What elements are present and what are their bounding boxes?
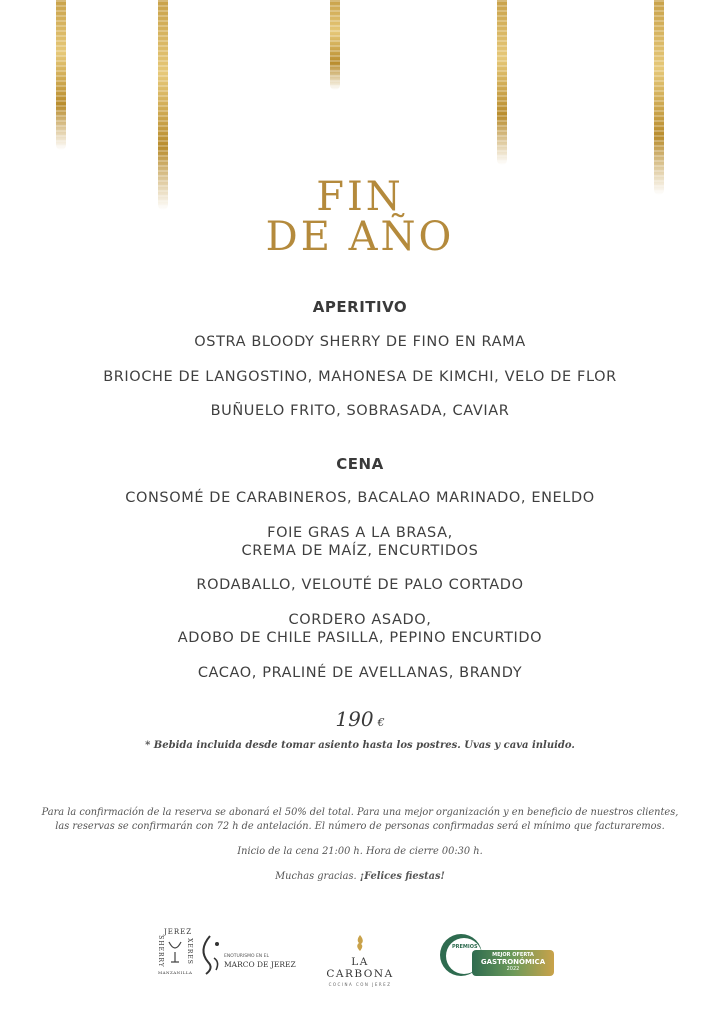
gold-streak-decoration [497,0,507,165]
dish-item-continued: CREMA DE MAÍZ, ENCURTIDOS [241,543,479,559]
thanks-prefix: Muchas gracias. [275,871,360,882]
thanks-greeting: ¡Felices fiestas! [359,871,445,882]
enoturismo-emblem-icon [196,932,224,976]
dish-item: CORDERO ASADO, [288,612,432,628]
sponsor-logos [0,928,720,988]
marco-de-jerez-logo: ENOTURISMO EN EL MARCO DE JEREZ [196,932,280,978]
award-banner: MEJOR OFERTA GASTRONÓMICA 2022 [472,950,554,976]
drink-note: * Bebida incluida desde tomar asiento hasta los postres. Uvas y cava inluido. [145,740,575,751]
dish-item: CONSOMÉ DE CARABINEROS, BACALAO MARINADO, ENELDO [125,490,595,506]
la-carbona-logo: LA CARBONA COCINA CON JEREZ [320,934,400,980]
menu-price [0,707,720,731]
reservation-conditions: Para la confirmación de la reserva se abonará el 50% del total. Para una mejor organización y en beneficio de nuestros clientes, las reservas se confirmarán con 72 h de antelación. El número de personas confirmadas será el mínimo que facturaremos. [41,807,679,832]
dish-item: BUÑUELO FRITO, SOBRASADA, CAVIAR [210,403,510,419]
section-heading-cena: CENA [336,455,384,473]
price-currency: € [377,716,385,729]
thanks-text [40,870,680,884]
menu-title-line2: DE AÑO [265,214,455,260]
schedule-text: Inicio de la cena 21:00 h. Hora de cierre 00:30 h. [237,846,483,857]
price-amount: 190 [335,707,374,731]
dish-item: RODABALLO, VELOUTÉ DE PALO CORTADO [196,577,524,593]
gold-streak-decoration [654,0,664,195]
gold-streak-decoration [330,0,340,90]
award-badge: PREMIOS MEJOR OFERTA GASTRONÓMICA 2022 [440,934,556,978]
dish-item: CACAO, PRALINÉ DE AVELLANAS, BRANDY [197,665,523,681]
dish-item: BRIOCHE DE LANGOSTINO, MAHONESA DE KIMCHI, VELO DE FLOR [103,369,617,385]
sherry-jerez-xeres-logo: JEREZ SHERRY XERES MANZANILLA [156,928,193,975]
gold-streak-decoration [56,0,66,150]
dish-item: OSTRA BLOODY SHERRY DE FINO EN RAMA [194,334,526,350]
dish-item: FOIE GRAS A LA BRASA, [267,525,453,541]
dish-item-continued: ADOBO DE CHILE PASILLA, PEPINO ENCURTIDO [177,630,543,646]
wine-glass-icon [165,940,185,966]
section-heading-aperitivo: APERITIVO [312,298,408,316]
flame-icon [352,934,368,952]
menu-title-line1: FIN [316,174,404,220]
